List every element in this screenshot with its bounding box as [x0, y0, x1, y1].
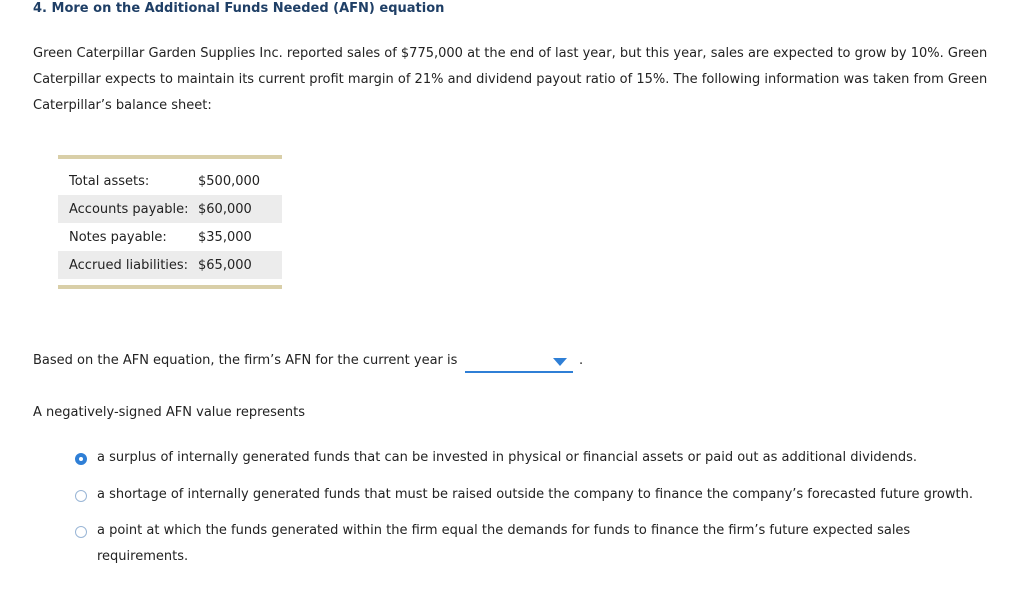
balance-sheet-table: [58, 155, 282, 289]
answer-option-equilibrium[interactable]: [75, 524, 925, 570]
table-row: [58, 223, 282, 251]
table-row: [58, 167, 282, 195]
problem-statement: Green Caterpillar Garden Supplies Inc. reported sales of $775,000 at the end of last year, but this year, sales are expected to grow by 10%. Green Caterpillar expects to maintain its current profit margin of 21% and dividend payout ratio of 15%. The following information was taken from Green Caterpillar’s balance sheet:: [33, 46, 988, 113]
sentence-period: .: [579, 353, 584, 368]
row-label-accounts-payable: Accounts payable:: [69, 201, 189, 217]
option-label: a surplus of internally generated funds that can be invested in physical or financial assets or paid out as additional dividends.: [97, 450, 918, 465]
radio-selected-icon[interactable]: [75, 453, 87, 465]
row-label-accrued-liabilities: Accrued liabilities:: [69, 257, 189, 273]
option-label: a shortage of internally generated funds that must be raised outside the company to finance the company’s forecasted future growth.: [97, 487, 973, 502]
row-value-accrued-liabilities: $65,000: [198, 257, 252, 273]
radio-empty-icon[interactable]: [75, 526, 87, 538]
row-value-total-assets: $500,000: [198, 173, 261, 189]
radio-empty-icon[interactable]: [75, 490, 87, 502]
question-title: 4. More on the Additional Funds Needed (AFN) equation: [33, 1, 445, 16]
afn-dropdown[interactable]: [465, 353, 573, 373]
table-row: [58, 251, 282, 279]
question-text: A negatively-signed AFN value represents: [33, 405, 306, 420]
answer-option-shortage[interactable]: [75, 488, 995, 508]
afn-prompt: Based on the AFN equation, the firm’s AFN for the current year is: [33, 353, 458, 368]
dropdown-arrow-icon: [553, 358, 567, 366]
row-label-notes-payable: Notes payable:: [69, 229, 167, 245]
answer-option-surplus[interactable]: [75, 451, 975, 471]
option-label: a point at which the funds generated within the firm equal the demands for funds to finance the firm’s future expected sales requirements.: [97, 523, 911, 564]
row-label-total-assets: Total assets:: [69, 173, 150, 189]
row-value-notes-payable: $35,000: [198, 229, 252, 245]
table-row: [58, 195, 282, 223]
row-value-accounts-payable: $60,000: [198, 201, 252, 217]
